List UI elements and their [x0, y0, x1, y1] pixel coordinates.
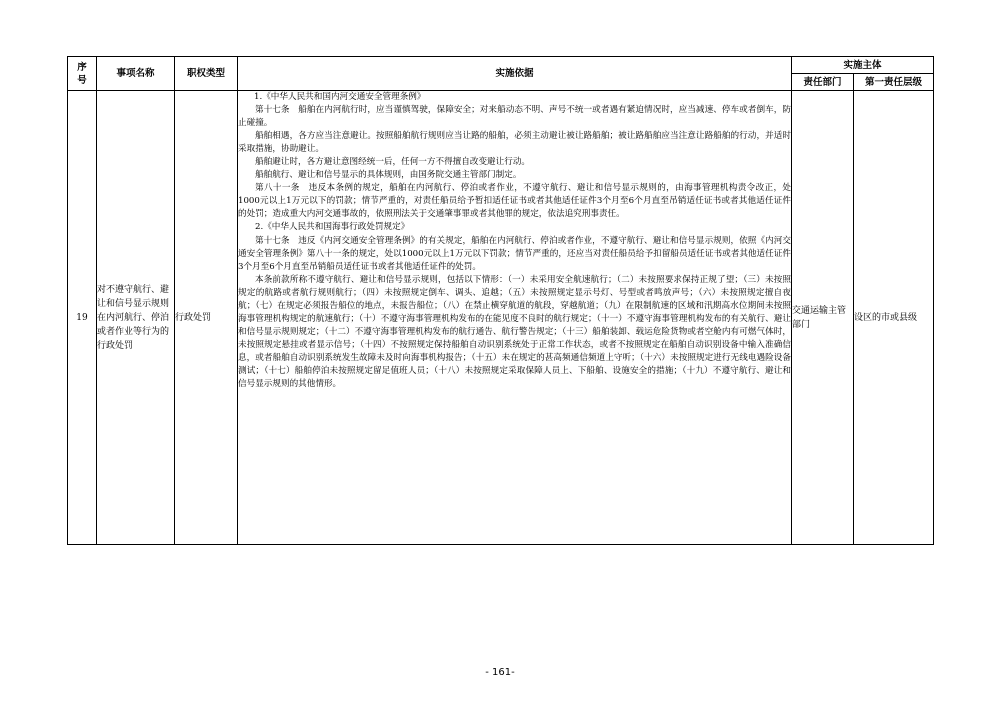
- row-item-name: 对不遵守航行、避让和信号显示规则在内河航行、停泊或者作业等行为的行政处罚: [97, 91, 175, 545]
- basis-paragraph: 第十七条 违反《内河交通安全管理条例》的有关规定，船舶在内河航行、停泊或者作业，不遵守航行、避让和信号显示规则，依照《内河交通安全管理条例》第八十一条的规定，处以1000元以上1万元以下罚款；情节严重的，还应当对责任船员给予扣留船员适任证书或者其他适任证件3个月至6个月直至吊销船员适任证书或者其他适任证件的处罚。: [238, 235, 791, 272]
- header-responsible-department: 责任部门: [792, 74, 854, 91]
- header-first-responsibility-level: 第一责任层级: [854, 74, 934, 91]
- header-serial-number: 序号: [68, 57, 97, 91]
- row-legal-basis: [238, 91, 792, 545]
- authority-table: [67, 56, 934, 545]
- basis-paragraph: 第八十一条 违反本条例的规定，船舶在内河航行、停泊或者作业，不遵守航行、避让和信号显示规则的，由海事管理机构责令改正，处1000元以上1万元以下的罚款；情节严重的，对责任船员给予暂扣适任证书或者其他适任证件3个月至6个月直至吊销适任证书或者其他适任证件的处罚；造成重大内河交通事故的，依照刑法关于交通肇事罪或者其他罪的规定，依法追究刑事责任。: [238, 183, 791, 220]
- basis-law-title-2: 2.《中华人民共和国海事行政处罚规定》: [255, 222, 410, 233]
- basis-paragraph: 船舶航行、避让和信号显示的具体规则，由国务院交通主管部门制定。: [255, 170, 522, 181]
- row-responsible-department: 交通运输主管部门: [792, 91, 854, 545]
- row-first-responsibility-level: 设区的市或县级: [854, 91, 934, 545]
- table-row: [68, 91, 934, 545]
- row-serial-number: 19: [68, 91, 97, 545]
- basis-paragraph: 第十七条 船舶在内河航行时，应当谨慎驾驶，保障安全；对来船动态不明、声号不统一或者遇有紧迫情况时，应当减速、停车或者倒车，防止碰撞。: [238, 105, 791, 129]
- basis-paragraph: 船舶避让时，各方避让意图经统一后，任何一方不得擅自改变避让行动。: [255, 157, 531, 168]
- header-item-name: 事项名称: [97, 57, 175, 91]
- basis-paragraph: 本条前款所称不遵守航行、避让和信号显示规则，包括以下情形：（一）未采用安全航速航行；（二）未按照要求保持正规了望；（三）未按照规定的航路或者航行规则航行；（四）未按照规定倒车、调头、追越；（五）未按照规定显示号灯、号型或者鸣放声号；（六）未按照规定擅自夜航；（七）在规定必须报告船位的地点，未报告船位；（八）在禁止横穿航道的航段，穿越航道；（九）在限制航速的区域和汛期高水位期间未按照海事管理机构规定的航速航行；（十）不遵守海事管理机构发布的在能见度不良时的航行规定；（十一）不遵守海事管理机构发布的有关航行、避让和信号显示规则规定；（十二）不遵守海事管理机构发布的航行通告、航行警告规定；（十三）船舶装卸、载运危险货物或者空舱内有可燃气体时，未按照规定悬挂或者显示信号；（十四）不按照规定保持船舶自动识别系统处于正常工作状态，或者不按照规定在船舶自动识别设备中输入准确信息，或者船舶自动识别系统发生故障未及时向海事机构报告；（十五）未在规定的甚高频通信频道上守听；（十六）未按照规定进行无线电遇险设备测试；（十七）船舶停泊未按照规定留足值班人员；（十八）未按照规定采取保障人员上、下船舶、设施安全的措施；（十九）不遵守航行、避让和信号显示规则的其他情形。: [238, 274, 791, 390]
- header-authority-type: 职权类型: [175, 57, 238, 91]
- header-implementing-body: 实施主体: [792, 57, 934, 74]
- page-number: - 161-: [485, 667, 515, 678]
- basis-paragraph: 船舶相遇，各方应当注意避让。按照船舶航行规则应当让路的船舶，必须主动避让被让路船舶；被让路船舶应当注意让路船舶的行动，并适时采取措施，协助避让。: [238, 131, 791, 155]
- basis-law-title-1: 1.《中华人民共和国内河交通安全管理条例》: [254, 92, 426, 102]
- header-legal-basis: 实施依据: [238, 57, 792, 91]
- row-authority-type: 行政处罚: [175, 91, 238, 545]
